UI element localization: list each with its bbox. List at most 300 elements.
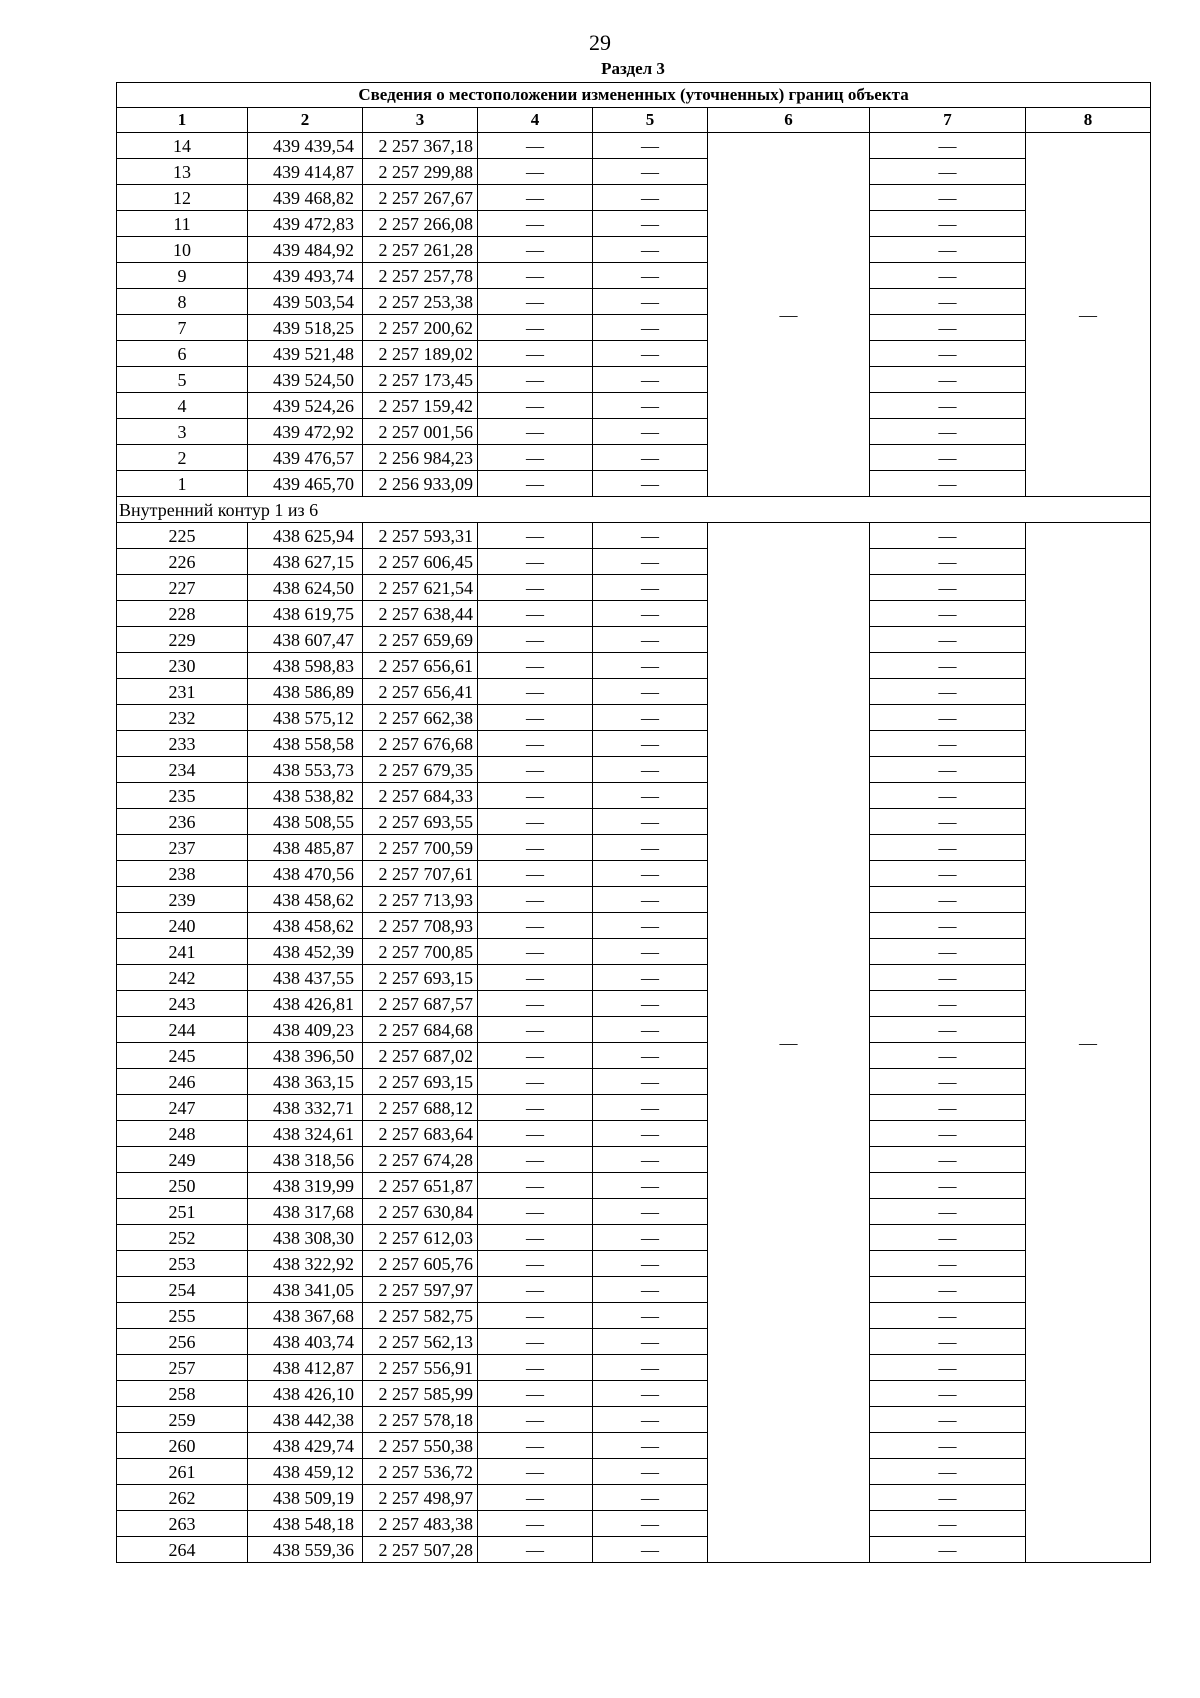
x-coordinate-cell: 439 518,25 xyxy=(248,315,363,341)
table-row xyxy=(117,315,1151,341)
col7-dash-cell: — xyxy=(870,315,1026,341)
col7-dash-cell: — xyxy=(870,913,1026,939)
col5-dash-cell: — xyxy=(593,1355,708,1381)
x-coordinate-cell: 439 439,54 xyxy=(248,133,363,159)
table-caption-row xyxy=(117,83,1151,108)
col4-dash-cell: — xyxy=(478,367,593,393)
col7-dash-cell: — xyxy=(870,159,1026,185)
x-coordinate-cell: 438 426,81 xyxy=(248,991,363,1017)
col7-dash-cell: — xyxy=(870,991,1026,1017)
col5-dash-cell: — xyxy=(593,1277,708,1303)
point-number-cell: 235 xyxy=(117,783,248,809)
col4-dash-cell: — xyxy=(478,1017,593,1043)
point-number-cell: 232 xyxy=(117,705,248,731)
col4-dash-cell: — xyxy=(478,1459,593,1485)
x-coordinate-cell: 438 508,55 xyxy=(248,809,363,835)
point-number-cell: 251 xyxy=(117,1199,248,1225)
y-coordinate-cell: 2 257 606,45 xyxy=(363,549,478,575)
col7-dash-cell: — xyxy=(870,237,1026,263)
table-row xyxy=(117,393,1151,419)
col5-dash-cell: — xyxy=(593,887,708,913)
y-coordinate-cell: 2 257 593,31 xyxy=(363,523,478,549)
point-number-cell: 9 xyxy=(117,263,248,289)
col5-dash-cell: — xyxy=(593,185,708,211)
col7-dash-cell: — xyxy=(870,757,1026,783)
table-row xyxy=(117,1459,1151,1485)
y-coordinate-cell: 2 257 597,97 xyxy=(363,1277,478,1303)
col4-dash-cell: — xyxy=(478,757,593,783)
col7-dash-cell: — xyxy=(870,523,1026,549)
point-number-cell: 7 xyxy=(117,315,248,341)
col5-dash-cell: — xyxy=(593,653,708,679)
col5-dash-cell: — xyxy=(593,367,708,393)
table-row xyxy=(117,1329,1151,1355)
y-coordinate-cell: 2 257 700,85 xyxy=(363,939,478,965)
col4-dash-cell: — xyxy=(478,1537,593,1563)
point-number-cell: 6 xyxy=(117,341,248,367)
col5-dash-cell: — xyxy=(593,575,708,601)
point-number-cell: 254 xyxy=(117,1277,248,1303)
table-row xyxy=(117,1095,1151,1121)
col7-dash-cell: — xyxy=(870,211,1026,237)
col4-dash-cell: — xyxy=(478,393,593,419)
col5-dash-cell: — xyxy=(593,783,708,809)
col5-dash-cell: — xyxy=(593,393,708,419)
col7-dash-cell: — xyxy=(870,263,1026,289)
col7-dash-cell: — xyxy=(870,1095,1026,1121)
x-coordinate-cell: 438 319,99 xyxy=(248,1173,363,1199)
col5-dash-cell: — xyxy=(593,705,708,731)
column-header: 3 xyxy=(363,108,478,133)
col7-dash-cell: — xyxy=(870,809,1026,835)
col4-dash-cell: — xyxy=(478,315,593,341)
point-number-cell: 234 xyxy=(117,757,248,783)
point-number-cell: 263 xyxy=(117,1511,248,1537)
table-row xyxy=(117,965,1151,991)
x-coordinate-cell: 438 412,87 xyxy=(248,1355,363,1381)
col7-dash-cell: — xyxy=(870,1329,1026,1355)
y-coordinate-cell: 2 257 651,87 xyxy=(363,1173,478,1199)
table-row xyxy=(117,471,1151,497)
col4-dash-cell: — xyxy=(478,1147,593,1173)
x-coordinate-cell: 438 367,68 xyxy=(248,1303,363,1329)
column-header: 1 xyxy=(117,108,248,133)
table-row xyxy=(117,1485,1151,1511)
col7-dash-cell: — xyxy=(870,627,1026,653)
x-coordinate-cell: 438 558,58 xyxy=(248,731,363,757)
y-coordinate-cell: 2 257 687,57 xyxy=(363,991,478,1017)
point-number-cell: 229 xyxy=(117,627,248,653)
x-coordinate-cell: 438 459,12 xyxy=(248,1459,363,1485)
table-body xyxy=(117,83,1151,1563)
col5-dash-cell: — xyxy=(593,627,708,653)
col5-dash-cell: — xyxy=(593,471,708,497)
col7-dash-cell: — xyxy=(870,653,1026,679)
y-coordinate-cell: 2 257 200,62 xyxy=(363,315,478,341)
col7-dash-cell: — xyxy=(870,471,1026,497)
x-coordinate-cell: 438 625,94 xyxy=(248,523,363,549)
col5-dash-cell: — xyxy=(593,809,708,835)
col8-merged-cell: — xyxy=(1026,523,1151,1563)
col5-dash-cell: — xyxy=(593,1511,708,1537)
col7-dash-cell: — xyxy=(870,1251,1026,1277)
point-number-cell: 260 xyxy=(117,1433,248,1459)
y-coordinate-cell: 2 257 367,18 xyxy=(363,133,478,159)
col4-dash-cell: — xyxy=(478,1511,593,1537)
col5-dash-cell: — xyxy=(593,289,708,315)
point-number-cell: 241 xyxy=(117,939,248,965)
col4-dash-cell: — xyxy=(478,1043,593,1069)
col4-dash-cell: — xyxy=(478,1355,593,1381)
col5-dash-cell: — xyxy=(593,315,708,341)
point-number-cell: 242 xyxy=(117,965,248,991)
col4-dash-cell: — xyxy=(478,211,593,237)
table-row xyxy=(117,159,1151,185)
col7-dash-cell: — xyxy=(870,341,1026,367)
x-coordinate-cell: 438 308,30 xyxy=(248,1225,363,1251)
x-coordinate-cell: 438 598,83 xyxy=(248,653,363,679)
col5-dash-cell: — xyxy=(593,1199,708,1225)
x-coordinate-cell: 438 458,62 xyxy=(248,887,363,913)
table-row xyxy=(117,913,1151,939)
y-coordinate-cell: 2 257 683,64 xyxy=(363,1121,478,1147)
col7-dash-cell: — xyxy=(870,419,1026,445)
col5-dash-cell: — xyxy=(593,523,708,549)
point-number-cell: 14 xyxy=(117,133,248,159)
col4-dash-cell: — xyxy=(478,679,593,705)
col4-dash-cell: — xyxy=(478,419,593,445)
col7-dash-cell: — xyxy=(870,1355,1026,1381)
y-coordinate-cell: 2 257 662,38 xyxy=(363,705,478,731)
x-coordinate-cell: 438 548,18 xyxy=(248,1511,363,1537)
x-coordinate-cell: 438 426,10 xyxy=(248,1381,363,1407)
y-coordinate-cell: 2 257 267,67 xyxy=(363,185,478,211)
point-number-cell: 237 xyxy=(117,835,248,861)
table-row xyxy=(117,653,1151,679)
x-coordinate-cell: 438 586,89 xyxy=(248,679,363,705)
col5-dash-cell: — xyxy=(593,1043,708,1069)
point-number-cell: 238 xyxy=(117,861,248,887)
x-coordinate-cell: 438 322,92 xyxy=(248,1251,363,1277)
col4-dash-cell: — xyxy=(478,705,593,731)
point-number-cell: 256 xyxy=(117,1329,248,1355)
col7-dash-cell: — xyxy=(870,1511,1026,1537)
col7-dash-cell: — xyxy=(870,1277,1026,1303)
col4-dash-cell: — xyxy=(478,1173,593,1199)
col4-dash-cell: — xyxy=(478,1381,593,1407)
y-coordinate-cell: 2 257 687,02 xyxy=(363,1043,478,1069)
table-row xyxy=(117,809,1151,835)
y-coordinate-cell: 2 257 612,03 xyxy=(363,1225,478,1251)
col4-dash-cell: — xyxy=(478,341,593,367)
col5-dash-cell: — xyxy=(593,601,708,627)
col7-dash-cell: — xyxy=(870,965,1026,991)
col5-dash-cell: — xyxy=(593,1329,708,1355)
col4-dash-cell: — xyxy=(478,549,593,575)
col5-dash-cell: — xyxy=(593,1537,708,1563)
x-coordinate-cell: 438 470,56 xyxy=(248,861,363,887)
col4-dash-cell: — xyxy=(478,1095,593,1121)
col4-dash-cell: — xyxy=(478,965,593,991)
x-coordinate-cell: 438 538,82 xyxy=(248,783,363,809)
y-coordinate-cell: 2 256 984,23 xyxy=(363,445,478,471)
x-coordinate-cell: 438 624,50 xyxy=(248,575,363,601)
point-number-cell: 240 xyxy=(117,913,248,939)
col4-dash-cell: — xyxy=(478,471,593,497)
col4-dash-cell: — xyxy=(478,991,593,1017)
contour-label: Внутренний контур 1 из 6 xyxy=(117,497,1151,523)
col7-dash-cell: — xyxy=(870,1173,1026,1199)
col7-dash-cell: — xyxy=(870,393,1026,419)
x-coordinate-cell: 438 559,36 xyxy=(248,1537,363,1563)
table-row xyxy=(117,445,1151,471)
col7-dash-cell: — xyxy=(870,1537,1026,1563)
y-coordinate-cell: 2 257 253,38 xyxy=(363,289,478,315)
table-row xyxy=(117,887,1151,913)
section-title: Раздел 3 xyxy=(601,59,665,78)
col5-dash-cell: — xyxy=(593,757,708,783)
point-number-cell: 10 xyxy=(117,237,248,263)
col7-dash-cell: — xyxy=(870,367,1026,393)
y-coordinate-cell: 2 257 562,13 xyxy=(363,1329,478,1355)
x-coordinate-cell: 439 493,74 xyxy=(248,263,363,289)
col4-dash-cell: — xyxy=(478,1407,593,1433)
col5-dash-cell: — xyxy=(593,1433,708,1459)
table-row xyxy=(117,1355,1151,1381)
col5-dash-cell: — xyxy=(593,1069,708,1095)
y-coordinate-cell: 2 257 578,18 xyxy=(363,1407,478,1433)
y-coordinate-cell: 2 256 933,09 xyxy=(363,471,478,497)
table-row xyxy=(117,783,1151,809)
col4-dash-cell: — xyxy=(478,601,593,627)
col4-dash-cell: — xyxy=(478,653,593,679)
col5-dash-cell: — xyxy=(593,549,708,575)
table-row xyxy=(117,549,1151,575)
y-coordinate-cell: 2 257 708,93 xyxy=(363,913,478,939)
table-row xyxy=(117,627,1151,653)
col5-dash-cell: — xyxy=(593,1381,708,1407)
col5-dash-cell: — xyxy=(593,211,708,237)
y-coordinate-cell: 2 257 630,84 xyxy=(363,1199,478,1225)
x-coordinate-cell: 438 485,87 xyxy=(248,835,363,861)
y-coordinate-cell: 2 257 700,59 xyxy=(363,835,478,861)
col4-dash-cell: — xyxy=(478,835,593,861)
col5-dash-cell: — xyxy=(593,1095,708,1121)
x-coordinate-cell: 439 521,48 xyxy=(248,341,363,367)
col5-dash-cell: — xyxy=(593,1407,708,1433)
table-row xyxy=(117,1199,1151,1225)
table-row xyxy=(117,731,1151,757)
col7-dash-cell: — xyxy=(870,549,1026,575)
y-coordinate-cell: 2 257 483,38 xyxy=(363,1511,478,1537)
table-row xyxy=(117,1381,1151,1407)
table-row xyxy=(117,1433,1151,1459)
y-coordinate-cell: 2 257 261,28 xyxy=(363,237,478,263)
page-number: 29 xyxy=(589,30,611,55)
point-number-cell: 13 xyxy=(117,159,248,185)
x-coordinate-cell: 438 341,05 xyxy=(248,1277,363,1303)
col7-dash-cell: — xyxy=(870,679,1026,705)
col4-dash-cell: — xyxy=(478,1199,593,1225)
col7-dash-cell: — xyxy=(870,1147,1026,1173)
x-coordinate-cell: 438 324,61 xyxy=(248,1121,363,1147)
table-row xyxy=(117,1043,1151,1069)
y-coordinate-cell: 2 257 536,72 xyxy=(363,1459,478,1485)
x-coordinate-cell: 438 452,39 xyxy=(248,939,363,965)
y-coordinate-cell: 2 257 582,75 xyxy=(363,1303,478,1329)
y-coordinate-cell: 2 257 679,35 xyxy=(363,757,478,783)
table-row xyxy=(117,1277,1151,1303)
point-number-cell: 227 xyxy=(117,575,248,601)
y-coordinate-cell: 2 257 498,97 xyxy=(363,1485,478,1511)
point-number-cell: 262 xyxy=(117,1485,248,1511)
point-number-cell: 12 xyxy=(117,185,248,211)
x-coordinate-cell: 438 607,47 xyxy=(248,627,363,653)
col5-dash-cell: — xyxy=(593,1485,708,1511)
col4-dash-cell: — xyxy=(478,731,593,757)
col7-dash-cell: — xyxy=(870,783,1026,809)
col7-dash-cell: — xyxy=(870,1433,1026,1459)
y-coordinate-cell: 2 257 676,68 xyxy=(363,731,478,757)
column-header: 8 xyxy=(1026,108,1151,133)
y-coordinate-cell: 2 257 693,15 xyxy=(363,965,478,991)
point-number-cell: 247 xyxy=(117,1095,248,1121)
y-coordinate-cell: 2 257 693,55 xyxy=(363,809,478,835)
point-number-cell: 250 xyxy=(117,1173,248,1199)
column-header: 7 xyxy=(870,108,1026,133)
column-header: 4 xyxy=(478,108,593,133)
point-number-cell: 3 xyxy=(117,419,248,445)
col7-dash-cell: — xyxy=(870,861,1026,887)
point-number-cell: 228 xyxy=(117,601,248,627)
y-coordinate-cell: 2 257 656,41 xyxy=(363,679,478,705)
y-coordinate-cell: 2 257 266,08 xyxy=(363,211,478,237)
y-coordinate-cell: 2 257 638,44 xyxy=(363,601,478,627)
x-coordinate-cell: 438 317,68 xyxy=(248,1199,363,1225)
y-coordinate-cell: 2 257 507,28 xyxy=(363,1537,478,1563)
table-row xyxy=(117,1511,1151,1537)
col5-dash-cell: — xyxy=(593,419,708,445)
col7-dash-cell: — xyxy=(870,1199,1026,1225)
x-coordinate-cell: 438 429,74 xyxy=(248,1433,363,1459)
col4-dash-cell: — xyxy=(478,575,593,601)
table-row xyxy=(117,679,1151,705)
col5-dash-cell: — xyxy=(593,1147,708,1173)
x-coordinate-cell: 438 627,15 xyxy=(248,549,363,575)
x-coordinate-cell: 438 509,19 xyxy=(248,1485,363,1511)
point-number-cell: 226 xyxy=(117,549,248,575)
col5-dash-cell: — xyxy=(593,341,708,367)
x-coordinate-cell: 439 524,50 xyxy=(248,367,363,393)
col4-dash-cell: — xyxy=(478,809,593,835)
table-row xyxy=(117,601,1151,627)
col7-dash-cell: — xyxy=(870,133,1026,159)
col4-dash-cell: — xyxy=(478,939,593,965)
table-row xyxy=(117,263,1151,289)
table-row xyxy=(117,861,1151,887)
y-coordinate-cell: 2 257 585,99 xyxy=(363,1381,478,1407)
point-number-cell: 261 xyxy=(117,1459,248,1485)
point-number-cell: 225 xyxy=(117,523,248,549)
point-number-cell: 252 xyxy=(117,1225,248,1251)
col5-dash-cell: — xyxy=(593,861,708,887)
y-coordinate-cell: 2 257 159,42 xyxy=(363,393,478,419)
col7-dash-cell: — xyxy=(870,1043,1026,1069)
x-coordinate-cell: 438 332,71 xyxy=(248,1095,363,1121)
column-header: 2 xyxy=(248,108,363,133)
table-row xyxy=(117,1537,1151,1563)
x-coordinate-cell: 438 437,55 xyxy=(248,965,363,991)
point-number-cell: 258 xyxy=(117,1381,248,1407)
col4-dash-cell: — xyxy=(478,1303,593,1329)
col4-dash-cell: — xyxy=(478,913,593,939)
table-row xyxy=(117,1121,1151,1147)
col7-dash-cell: — xyxy=(870,731,1026,757)
col6-merged-cell: — xyxy=(708,523,870,1563)
col7-dash-cell: — xyxy=(870,1381,1026,1407)
col5-dash-cell: — xyxy=(593,263,708,289)
col4-dash-cell: — xyxy=(478,1329,593,1355)
y-coordinate-cell: 2 257 707,61 xyxy=(363,861,478,887)
column-header: 5 xyxy=(593,108,708,133)
col7-dash-cell: — xyxy=(870,939,1026,965)
col5-dash-cell: — xyxy=(593,159,708,185)
y-coordinate-cell: 2 257 684,33 xyxy=(363,783,478,809)
point-number-cell: 233 xyxy=(117,731,248,757)
table-row xyxy=(117,237,1151,263)
table-row xyxy=(117,523,1151,549)
col5-dash-cell: — xyxy=(593,1251,708,1277)
y-coordinate-cell: 2 257 674,28 xyxy=(363,1147,478,1173)
col7-dash-cell: — xyxy=(870,1459,1026,1485)
col7-dash-cell: — xyxy=(870,705,1026,731)
col4-dash-cell: — xyxy=(478,185,593,211)
col7-dash-cell: — xyxy=(870,445,1026,471)
col5-dash-cell: — xyxy=(593,1303,708,1329)
point-number-cell: 243 xyxy=(117,991,248,1017)
table-caption: Сведения о местоположении измененных (уточненных) границ объекта xyxy=(117,83,1151,108)
point-number-cell: 231 xyxy=(117,679,248,705)
x-coordinate-cell: 438 619,75 xyxy=(248,601,363,627)
y-coordinate-cell: 2 257 189,02 xyxy=(363,341,478,367)
x-coordinate-cell: 439 472,92 xyxy=(248,419,363,445)
x-coordinate-cell: 439 472,83 xyxy=(248,211,363,237)
table-row xyxy=(117,211,1151,237)
col5-dash-cell: — xyxy=(593,835,708,861)
x-coordinate-cell: 438 403,74 xyxy=(248,1329,363,1355)
col5-dash-cell: — xyxy=(593,1017,708,1043)
y-coordinate-cell: 2 257 605,76 xyxy=(363,1251,478,1277)
col5-dash-cell: — xyxy=(593,1121,708,1147)
y-coordinate-cell: 2 257 688,12 xyxy=(363,1095,478,1121)
y-coordinate-cell: 2 257 550,38 xyxy=(363,1433,478,1459)
col4-dash-cell: — xyxy=(478,1121,593,1147)
table-row xyxy=(117,835,1151,861)
table-row xyxy=(117,1173,1151,1199)
table-row xyxy=(117,1069,1151,1095)
point-number-cell: 230 xyxy=(117,653,248,679)
point-number-cell: 8 xyxy=(117,289,248,315)
x-coordinate-cell: 439 468,82 xyxy=(248,185,363,211)
table-row xyxy=(117,133,1151,159)
x-coordinate-cell: 439 484,92 xyxy=(248,237,363,263)
contour-label-row xyxy=(117,497,1151,523)
point-number-cell: 257 xyxy=(117,1355,248,1381)
col6-merged-cell: — xyxy=(708,133,870,497)
y-coordinate-cell: 2 257 659,69 xyxy=(363,627,478,653)
col4-dash-cell: — xyxy=(478,1251,593,1277)
col4-dash-cell: — xyxy=(478,1433,593,1459)
